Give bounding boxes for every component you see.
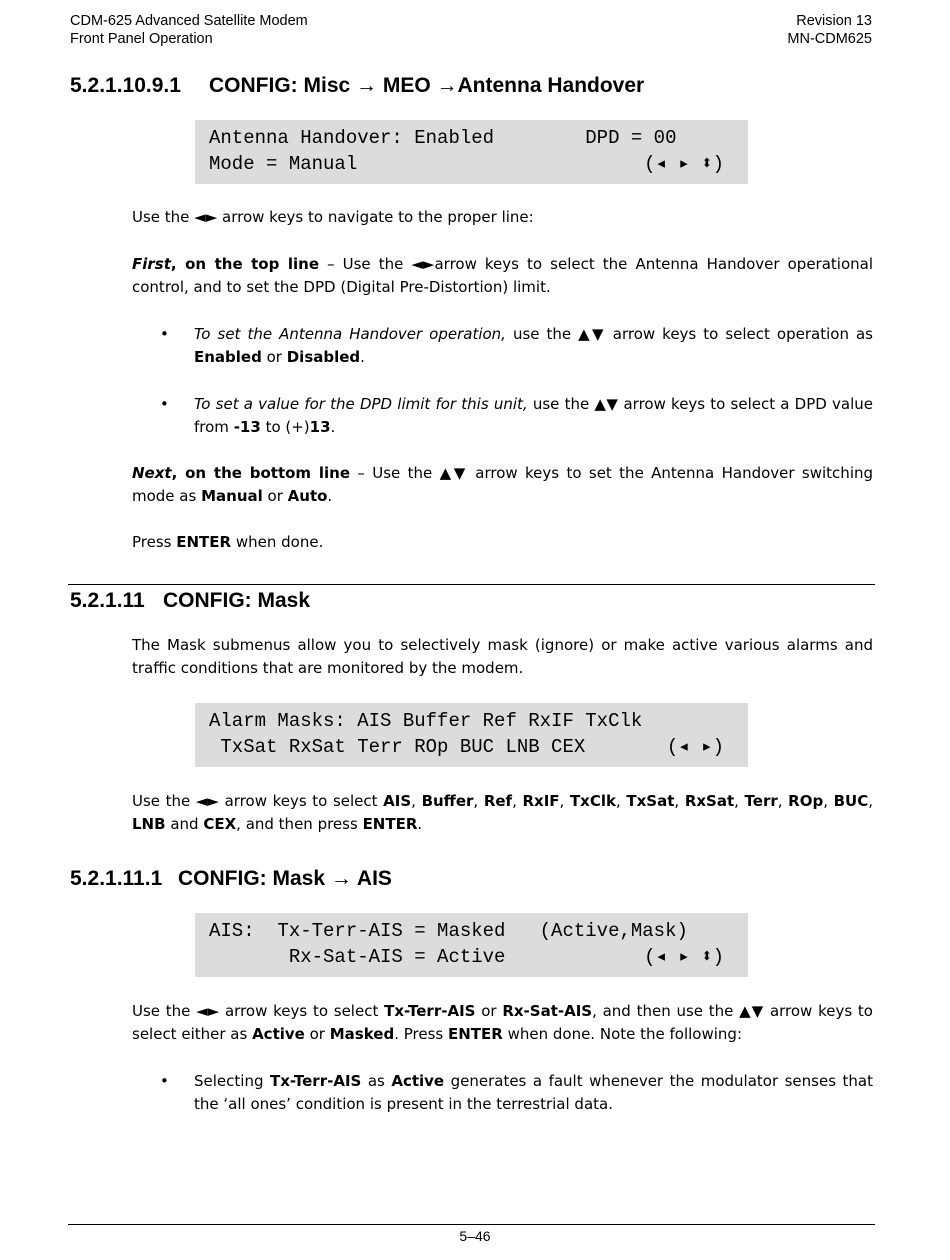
revision: Revision 13 [796, 13, 872, 29]
bullet-icon: • [160, 325, 169, 343]
lcd-arrow-hint: (◂ ▸) [666, 736, 724, 758]
paragraph: Use the ◄► arrow keys to select AIS, Buffer, Ref, RxIF, TxClk, TxSat, RxSat, Terr, ROp, BUC, LNB and CEX, and then press ENTER. [132, 792, 874, 833]
lcd-display [195, 913, 748, 977]
lcd-line-2: TxSat RxSat Terr ROp BUC LNB CEX [209, 736, 586, 758]
bullet-item: • To set the Antenna Handover operation, use the ▲▼ arrow keys to select operation as Enabled or Disabled. [160, 325, 873, 366]
section-heading [70, 867, 392, 891]
bullet-item: • To set a value for the DPD limit for this unit, use the ▲▼ arrow keys to select a DPD value from -13 to (+)13. [160, 395, 873, 436]
lcd-arrow-hint: (◂ ▸ ⬍) [644, 946, 724, 968]
lcd-line-2: Rx-Sat-AIS = Active [209, 946, 506, 968]
running-header-right [787, 12, 872, 48]
section-heading [70, 74, 644, 98]
doc-title: CDM-625 Advanced Satellite Modem [70, 13, 308, 29]
lcd-arrow-hint: (◂ ▸ ⬍) [644, 153, 724, 175]
lcd-line-2: Mode = Manual [209, 153, 358, 175]
section-number: 5.2.1.10.9.1 [70, 74, 181, 97]
lcd-display [195, 703, 748, 767]
lcd-line-1: Antenna Handover: Enabled DPD = 00 [209, 127, 677, 149]
section-title: CONFIG: Mask → AIS [178, 867, 392, 890]
paragraph: Use the ◄► arrow keys to select Tx-Terr-AIS or Rx-Sat-AIS, and then use the ▲▼ arrow keys to select either as Active or Masked. Press ENTER when done. Note the following: [132, 1002, 873, 1043]
paragraph: Next, on the bottom line – Use the ▲▼ arrow keys to set the Antenna Handover switching mode as Manual or Auto. [132, 464, 874, 505]
section-title: CONFIG: Mask [163, 589, 311, 612]
section-title: CONFIG: Misc → MEO →Antenna Handover [209, 74, 645, 97]
bullet-icon: • [160, 395, 169, 413]
paragraph: First, on the top line – Use the ◄►arrow keys to select the Antenna Handover operational control, and to set the DPD (Digital Pre-Distortion) limit. [132, 255, 873, 296]
lcd-line-1: AIS: Tx-Terr-AIS = Masked (Active,Mask) [209, 920, 688, 942]
doc-number: MN-CDM625 [787, 31, 872, 47]
paragraph: The Mask submenus allow you to selectively mask (ignore) or make active various alarms and traffic conditions that are monitored by the modem. [132, 636, 873, 677]
chapter-title: Front Panel Operation [70, 31, 213, 47]
section-divider [68, 584, 875, 585]
lcd-display [195, 120, 748, 184]
bullet-icon: • [160, 1072, 169, 1090]
paragraph: Use the ◄► arrow keys to navigate to the proper line: [132, 208, 534, 226]
section-number: 5.2.1.11 [70, 589, 145, 612]
footer-divider [68, 1224, 875, 1225]
section-heading [70, 589, 310, 613]
section-number: 5.2.1.11.1 [70, 867, 163, 890]
bullet-item: • Selecting Tx-Terr-AIS as Active generates a fault whenever the modulator senses that the ‘all ones’ condition is present in the terrestrial data. [160, 1072, 873, 1113]
running-header-left [70, 12, 308, 48]
page-number: 5–46 [459, 1228, 491, 1244]
paragraph: Press ENTER when done. [132, 533, 324, 551]
lcd-line-1: Alarm Masks: AIS Buffer Ref RxIF TxClk [209, 710, 643, 732]
